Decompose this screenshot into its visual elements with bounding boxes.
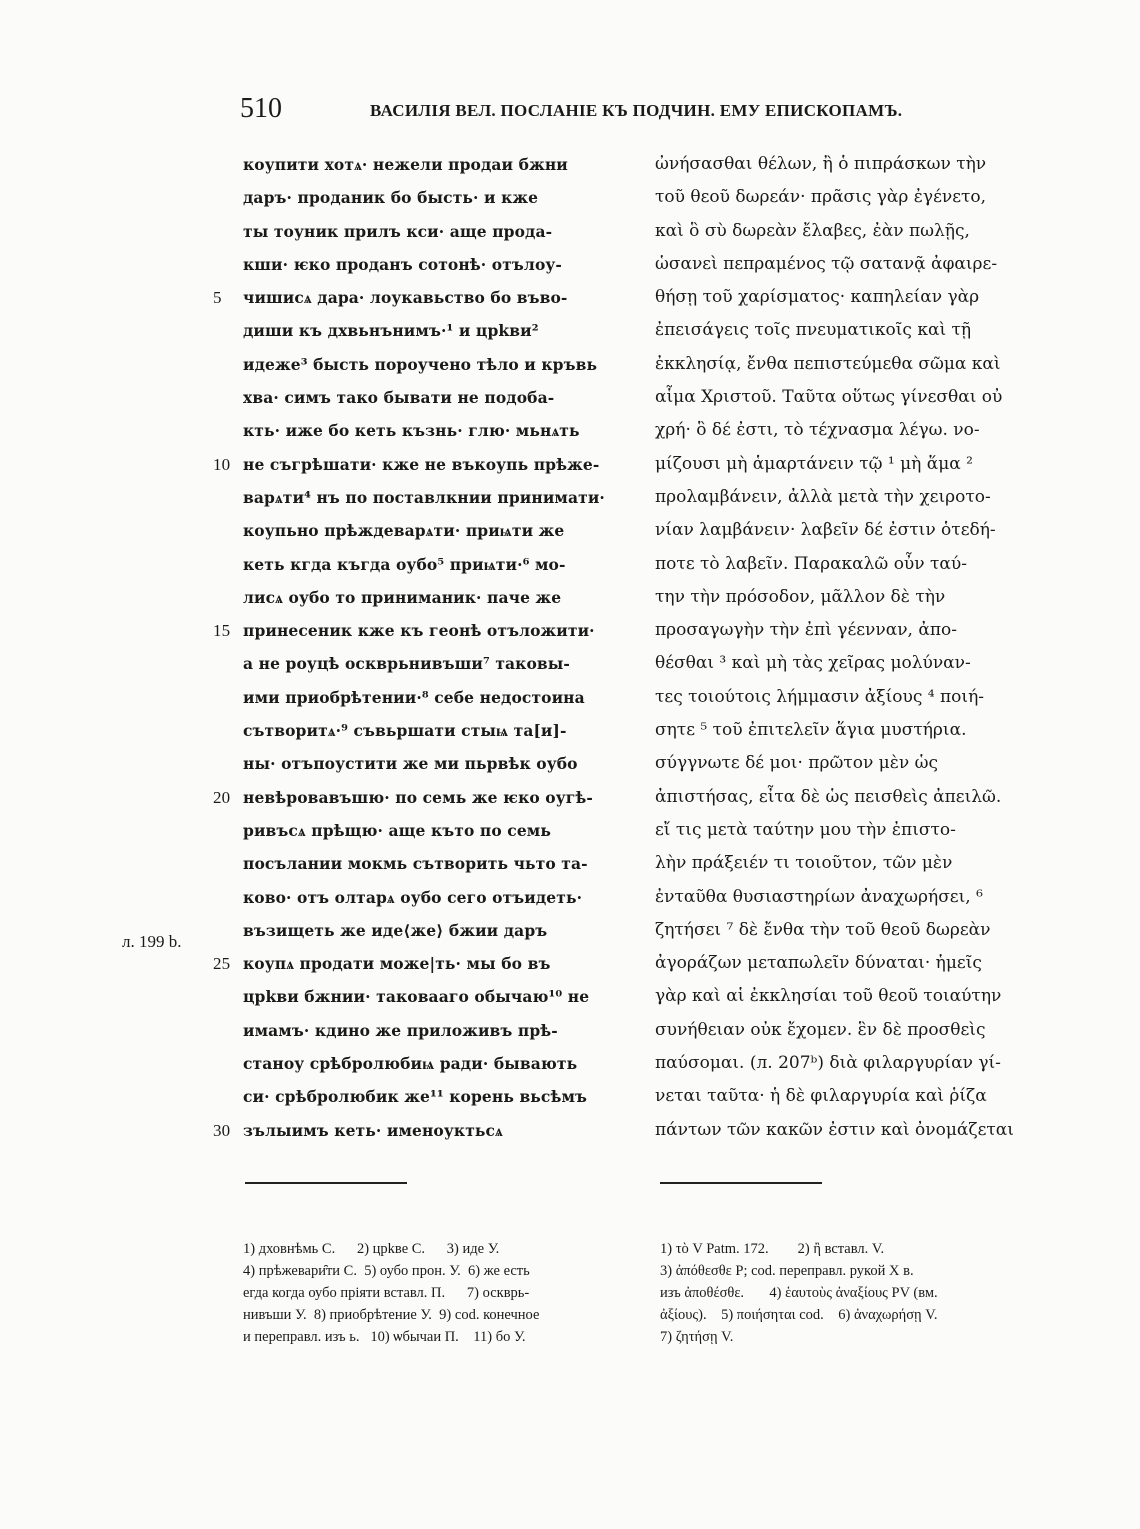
- text-line: σύγγνωτε δέ μοι· πρῶτον μὲν ὡς: [655, 753, 938, 774]
- line-text: зълыимъ кеть· именоуктьсѧ: [243, 1120, 503, 1140]
- text-line: [243, 681, 633, 714]
- text-line: [213, 614, 633, 647]
- line-text: коупити хотѧ· нежели продаи бжни: [243, 155, 568, 174]
- text-line: [243, 514, 633, 547]
- text-line: αἷμα Χριστοῦ. Ταῦτα οὕτως γίνεσθαι οὐ: [655, 387, 1003, 408]
- text-line: σητε ⁵ τοῦ ἐπιτελεῖν ἅγια μυστήρια.: [655, 720, 967, 741]
- text-line: [243, 980, 633, 1013]
- text-line: θέσθαι ³ καὶ μὴ τὰς χεῖρας μολύναν-: [655, 653, 971, 674]
- footnote-line: 1) τὸ V Patm. 172. 2) ἢ вставл. V.: [660, 1241, 885, 1257]
- line-text: кеть кгда къгда оубо⁵ приѩти·⁶ мо-: [243, 554, 566, 574]
- line-text: станоу срѣбролюбиѩ ради· бывають: [243, 1054, 578, 1074]
- text-line: [243, 181, 633, 214]
- text-line: [243, 248, 633, 281]
- text-line: ἐνταῦθα θυσιαστηρίων ἀναχωρήσει, ⁶: [655, 886, 983, 907]
- text-line: ἀπιστήσας, εἶτα δὲ ὡς πεισθεὶς ἀπειλῶ.: [655, 786, 1002, 807]
- footnote-line: егда когда оубо пріяти вставл. П. 7) оскврь-: [243, 1285, 530, 1301]
- line-text: а не роуцѣ оскврьнивъши⁷ таковы-: [243, 654, 570, 674]
- text-line: [213, 781, 633, 814]
- text-line: λὴν πράξειέν τι τοιοῦτον, τῶν μὲν: [655, 853, 953, 874]
- text-line: ποτε τὸ λαβεῖν. Παρακαλῶ οὖν ταύ-: [655, 553, 967, 574]
- text-line: [213, 448, 633, 481]
- text-line: [243, 914, 633, 947]
- text-line: [243, 1080, 633, 1113]
- line-text: ково· отъ олтарѧ оубо сего отъидеть·: [243, 887, 583, 907]
- line-text: принесеник кже къ геонѣ отъложити·: [243, 621, 595, 641]
- text-line: καὶ ὃ σὺ δωρεὰν ἔλαβες, ἐὰν πωλῇς,: [655, 220, 970, 241]
- text-line: [243, 1014, 633, 1047]
- line-text: хва· симъ тако бывати не подоба-: [243, 388, 555, 408]
- line-number: 30: [213, 1120, 231, 1140]
- text-line: παύσομαι. (л. 207ᵇ) διὰ φιλαργυρίαν γί-: [655, 1053, 1001, 1074]
- line-number: 20: [213, 787, 231, 807]
- text-line: τες τοιούτοις λήμμασιν ἀξίους ⁴ ποιή-: [655, 686, 985, 707]
- footnote-rule-right: [660, 1182, 822, 1184]
- line-text: невѣровавъшю· по семь же ѥко оугѣ-: [243, 787, 593, 807]
- text-line: [213, 947, 633, 980]
- text-line: [243, 548, 633, 581]
- text-line: προλαμβάνειν, ἀλλὰ μετὰ τὴν χειροτο-: [655, 486, 991, 507]
- text-line: [243, 847, 633, 880]
- text-line: [243, 647, 633, 680]
- line-text: си· срѣбролюбик же¹¹ корень вьсѣмъ: [243, 1087, 588, 1107]
- text-line: τοῦ θεοῦ δωρεάν· πρᾶσις γὰρ ἐγένετο,: [655, 187, 987, 208]
- line-text: лисѧ оубо то приниманик· паче же: [243, 587, 562, 607]
- text-line: [243, 148, 633, 181]
- text-line: [243, 881, 633, 914]
- text-line: [243, 314, 633, 347]
- line-text: ны· отъпоустити же ми пьрвѣк оубо: [243, 754, 578, 774]
- text-line: ὠνήσασθαι θέλων, ἢ ὁ πιπράσκων τὴν: [655, 154, 987, 174]
- line-text: идеже³ бысть пороучено тѣло и кръвь: [243, 354, 598, 374]
- footnotes-greek: [660, 1238, 1050, 1348]
- line-text: посълании мокмь сътворить чьто та-: [243, 854, 588, 874]
- text-line: μίζουσι μὴ ἁμαρτάνειν τῷ ¹ μὴ ἅμα ²: [655, 453, 973, 474]
- line-text: кши· ѥко проданъ сотонѣ· отълоу-: [243, 254, 562, 274]
- footnote-line: 4) прѣжевари̑ти С. 5) оубо прон. У. 6) же есть: [243, 1263, 530, 1279]
- text-line: ἐκκλησίᾳ, ἔνθα πεπιστεύμεθα σῶμα καὶ: [655, 353, 1001, 374]
- footnotes-slavonic: [243, 1238, 633, 1348]
- text-line: χρή· ὃ δέ ἐστι, τὸ τέχνασμα λέγω. νο-: [655, 420, 980, 441]
- line-text: сътворитѧ·⁹ съвьршати стыѩ та[и]-: [243, 721, 567, 741]
- text-line: πάντων τῶν κακῶν ἐστιν καὶ ὀνομάζεται: [655, 1119, 1014, 1140]
- text-line: ὡσανεὶ πεπραμένος τῷ σατανᾷ ἀφαιρε-: [655, 253, 998, 274]
- text-line: συνήθειαν οὐκ ἔχομεν. ἓν δὲ προσθεὶς: [655, 1019, 986, 1040]
- footnote-line: 1) дховнѣмь С. 2) црkве С. 3) иде У.: [243, 1241, 500, 1257]
- footnote-line: 3) ἀπόθεσθε P; cod. переправл. рукой X в.: [660, 1263, 914, 1279]
- text-line: [243, 1047, 633, 1080]
- line-text: не съгрѣшати· кже не въкоупь прѣже-: [243, 454, 600, 474]
- text-line: νεται ταῦτα· ἡ δὲ φιλαργυρία καὶ ῥίζα: [655, 1086, 987, 1107]
- line-text: црkви бжнии· таковааго обычаю¹⁰ не: [243, 987, 590, 1007]
- line-number: 15: [213, 621, 231, 641]
- line-text: възищеть же иде⟨же⟩ бжии даръ: [243, 920, 548, 940]
- page-number: 510: [240, 93, 282, 124]
- text-line: ἀγοράζων μεταπωλεῖν δύναται· ἡμεῖς: [655, 953, 982, 974]
- manuscript-folio-note: л. 199 b.: [122, 932, 182, 951]
- text-line: θήσῃ τοῦ χαρίσματος· καπηλείαν γὰρ: [655, 287, 980, 308]
- line-text: коупьно прѣждеварѧти· приѩти же: [243, 521, 565, 541]
- line-number: 10: [213, 454, 231, 474]
- running-head: ВАСИЛІЯ ВЕЛ. ПОСЛАНІЕ КЪ ПОДЧИН. ЕМУ ЕПИСКОПАМЪ.: [370, 101, 903, 120]
- text-line: νίαν λαμβάνειν· λαβεῖν δέ ἐστιν ὁτεδή-: [655, 520, 996, 541]
- footnote-line: изъ ἀποθέσθε. 4) ἑαυτοὺς ἀναξίους PV (вм.: [660, 1285, 938, 1301]
- text-line: [243, 414, 633, 447]
- footnote-rule-left: [245, 1182, 407, 1184]
- line-text: чишисѧ дара· лоукавьство бо въво-: [243, 288, 568, 308]
- text-line: [243, 481, 633, 514]
- text-line: ζητήσει ⁷ δὲ ἔνθα τὴν τοῦ θεοῦ δωρεὰν: [655, 919, 991, 940]
- text-line: προσαγωγὴν τὴν ἐπὶ γέενναν, ἀπο-: [655, 620, 957, 641]
- line-text: ривъсѧ прѣщю· аще къто по семь: [243, 820, 551, 840]
- line-text: диши къ дхвьнънимъ·¹ и црkви²: [243, 321, 539, 341]
- line-number: 25: [213, 954, 231, 974]
- line-number: 5: [213, 288, 222, 308]
- text-line: [243, 381, 633, 414]
- text-line: [243, 814, 633, 847]
- text-line: [243, 215, 633, 248]
- text-line: [213, 281, 633, 314]
- text-line: [243, 747, 633, 780]
- footnote-line: ἀξίους). 5) ποιήσηται cod. 6) ἀναχωρήσῃ V.: [660, 1307, 938, 1323]
- footnote-line: 7) ζητήσῃ V.: [660, 1329, 734, 1345]
- greek-column: [655, 148, 1048, 1147]
- line-text: ими приобрѣтении·⁸ себе недостоина: [243, 687, 585, 707]
- text-line: [243, 581, 633, 614]
- text-line: γὰρ καὶ αἱ ἐκκλησίαι τοῦ θεοῦ τοιαύτην: [655, 986, 1002, 1007]
- line-text: варѧти⁴ нъ по поставлкнии принимати·: [243, 487, 605, 507]
- line-text: коупѧ продати може|ть· мы бо въ: [243, 954, 551, 974]
- church-slavonic-column: [213, 148, 633, 1147]
- line-text: ты тоуник прилъ кси· аще прода-: [243, 221, 553, 241]
- text-line: [243, 348, 633, 381]
- text-line: την τὴν πρόσοδον, μᾶλλον δὲ τὴν: [655, 586, 946, 607]
- line-text: кть· иже бо кеть къзнь· глю· мьнѧть: [243, 421, 580, 441]
- text-line: εἴ τις μετὰ ταύτην μου τὴν ἐπιστο-: [655, 819, 956, 840]
- line-text: имамъ· кдино же приложивъ прѣ-: [243, 1020, 558, 1040]
- text-line: ἐπεισάγεις τοῖς πνευματικοῖς καὶ τῇ: [655, 320, 972, 341]
- line-text: даръ· проданик бо бысть· и кже: [243, 188, 539, 208]
- text-line: [243, 714, 633, 747]
- footnote-line: нивъши У. 8) приобрѣтение У. 9) cod. конечное: [243, 1307, 540, 1323]
- footnote-line: и переправл. изъ ь. 10) ѡбычаи П. 11) бо У.: [243, 1329, 526, 1345]
- text-line: [213, 1114, 633, 1147]
